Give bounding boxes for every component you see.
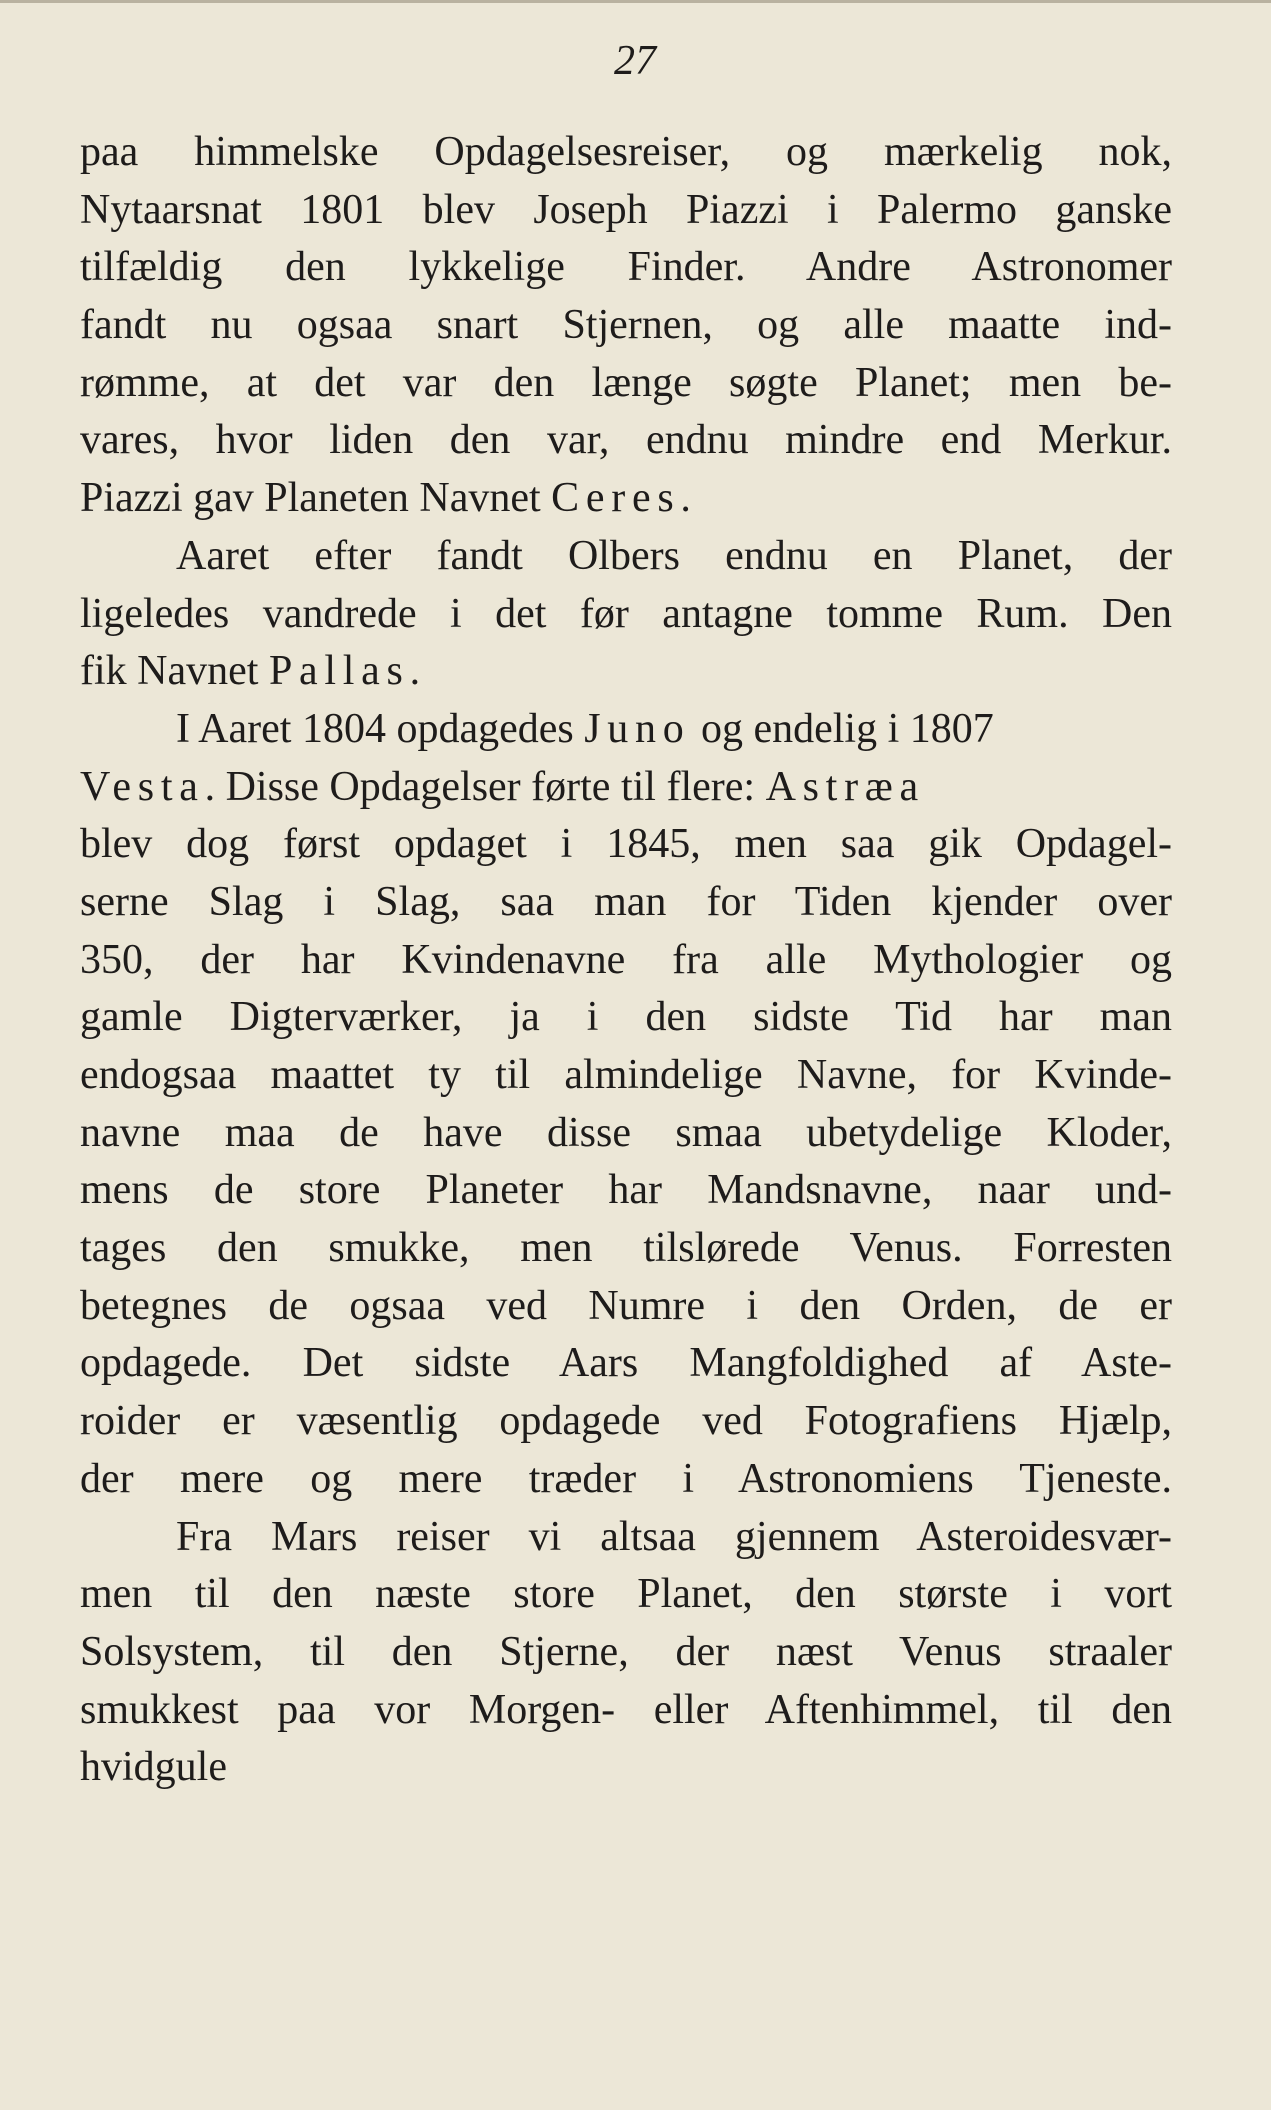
- text-line-15: 350, der har Kvindenavne fra alle Mythologier og: [80, 936, 1172, 983]
- text-line-12-middle: . Disse Opdagelser førte til flere:: [204, 763, 766, 810]
- text-line-10-end: .: [409, 648, 421, 695]
- text-line-2: Nytaarsnat 1801 blev Joseph Piazzi i Palermo ganske: [80, 186, 1172, 233]
- page-number: 27: [614, 38, 656, 84]
- page-top-edge: [0, 0, 1271, 3]
- text-line-8: Aaret efter fandt Olbers endnu en Planet, der: [176, 532, 1172, 579]
- text-line-27: Solsystem, til den Stjerne, der næst Venus straaler: [80, 1628, 1172, 1675]
- text-line-9: ligeledes vandrede i det før antagne tomme Rum. Den: [80, 590, 1172, 637]
- text-line-13: blev dog først opdaget i 1845, men saa gik Opdagel-: [80, 821, 1172, 868]
- text-line-29: hvidgule: [80, 1744, 227, 1791]
- text-line-11: [80, 701, 1172, 759]
- planet-name-juno: Juno: [584, 705, 691, 752]
- text-line-3: tilfældig den lykkelige Finder. Andre Astronomer: [80, 244, 1172, 291]
- text-line-6: vares, hvor liden den var, endnu mindre end Merkur.: [80, 417, 1172, 464]
- text-line-22: opdagede. Det sidste Aars Mangfoldighed af Aste-: [80, 1340, 1172, 1387]
- text-line-24: der mere og mere træder i Astronomiens Tjeneste.: [80, 1455, 1172, 1502]
- planet-name-astraea: Astræa: [765, 763, 925, 810]
- planet-name-vesta: Vesta: [80, 763, 205, 810]
- text-line-25: Fra Mars reiser vi altsaa gjennem Asteroidesvær-: [176, 1513, 1172, 1560]
- text-line-19: mens de store Planeter har Mandsnavne, naar und-: [80, 1167, 1172, 1214]
- text-line-20: tages den smukke, men tilslørede Venus. Forresten: [80, 1225, 1172, 1272]
- planet-name-ceres: Ceres: [551, 475, 681, 522]
- text-line-7-end: .: [680, 475, 691, 522]
- text-line-7: [80, 470, 1172, 528]
- text-line-18: navne maa de have disse smaa ubetydelige Kloder,: [80, 1109, 1172, 1156]
- text-line-5: rømme, at det var den længe søgte Planet; men be-: [80, 359, 1172, 406]
- text-line-11-end: og endelig i 1807: [690, 705, 994, 752]
- text-line-10-start: fik Navnet: [80, 648, 269, 695]
- body-text: [80, 124, 1172, 1797]
- text-line-12: [80, 759, 1172, 817]
- text-line-23: roider er væsentlig opdagede ved Fotografiens Hjælp,: [80, 1398, 1172, 1445]
- text-line-14: serne Slag i Slag, saa man for Tiden kjender over: [80, 878, 1172, 925]
- text-line-10: [80, 643, 1172, 701]
- text-line-1: paa himmelske Opdagelsesreiser, og mærkelig nok,: [80, 129, 1172, 175]
- text-line-28: smukkest paa vor Morgen- eller Aftenhimmel, til den: [80, 1686, 1172, 1733]
- text-line-16: gamle Digterværker, ja i den sidste Tid har man: [80, 994, 1172, 1041]
- text-line-11-start: I Aaret 1804 opdagedes: [176, 705, 585, 752]
- text-line-7-start: Piazzi gav Planeten Navnet: [80, 475, 552, 522]
- planet-name-pallas: Pallas: [268, 648, 410, 695]
- text-line-21: betegnes de ogsaa ved Numre i den Orden, de er: [80, 1282, 1172, 1329]
- text-line-26: men til den næste store Planet, den største i vort: [80, 1571, 1172, 1618]
- text-line-4: fandt nu ogsaa snart Stjernen, og alle maatte ind-: [80, 302, 1172, 349]
- text-line-17: endogsaa maattet ty til almindelige Navne, for Kvinde-: [80, 1052, 1172, 1098]
